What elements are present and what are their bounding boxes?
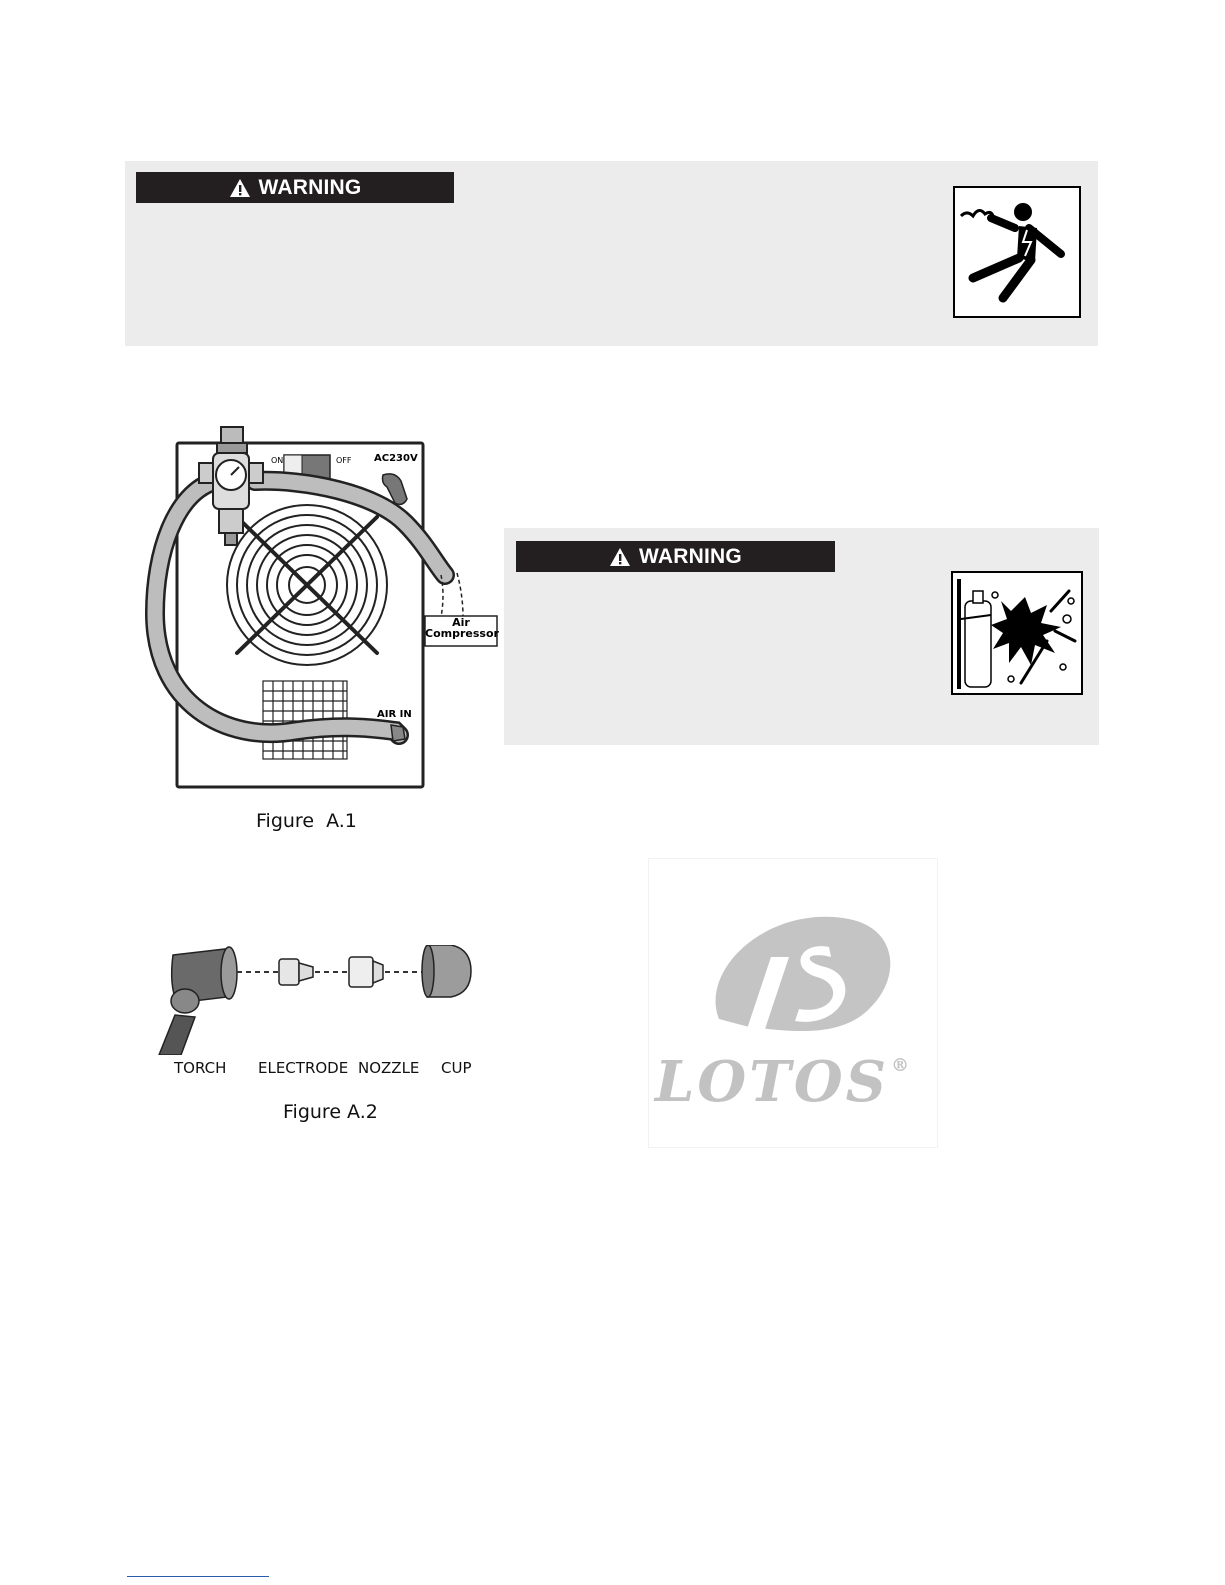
warning-banner-2	[516, 541, 835, 572]
air-in-label: AIR IN	[377, 709, 412, 720]
part-label-nozzle: NOZZLE	[358, 1059, 420, 1077]
figure-a2-diagram	[155, 945, 485, 1055]
registered-mark: ®	[891, 1055, 913, 1076]
footnote-separator	[127, 1576, 269, 1577]
warning-triangle-icon	[609, 547, 631, 567]
electric-shock-icon	[953, 186, 1081, 318]
switch-on-label: ON	[271, 456, 284, 465]
lotos-logo	[648, 858, 938, 1148]
warning-banner	[136, 172, 454, 203]
air-compressor-line2: Compressor	[425, 627, 499, 640]
air-compressor-line1: Air	[452, 616, 470, 629]
switch-off-label: OFF	[336, 456, 352, 465]
air-compressor-label	[425, 617, 497, 639]
part-label-cup: CUP	[441, 1059, 472, 1077]
electrode-part	[279, 959, 313, 985]
warning-triangle-icon	[229, 178, 251, 198]
lotos-wordmark	[655, 1049, 913, 1115]
figure-a1-diagram	[145, 423, 505, 798]
part-label-torch: TORCH	[174, 1059, 227, 1077]
figure-a2-caption: Figure A.2	[283, 1101, 378, 1123]
part-label-electrode: ELECTRODE	[258, 1059, 349, 1077]
torch-part	[159, 947, 237, 1055]
lotos-wordmark-text: LOTOS	[655, 1049, 890, 1115]
cup-part	[422, 945, 471, 997]
power-voltage-label: AC230V	[374, 453, 418, 464]
figure-a1-caption: Figure A.1	[256, 810, 357, 832]
nozzle-part	[349, 957, 383, 987]
warning-label-2: WARNING	[639, 544, 742, 568]
warning-label: WARNING	[258, 175, 362, 199]
cylinder-explosion-icon	[951, 571, 1083, 695]
